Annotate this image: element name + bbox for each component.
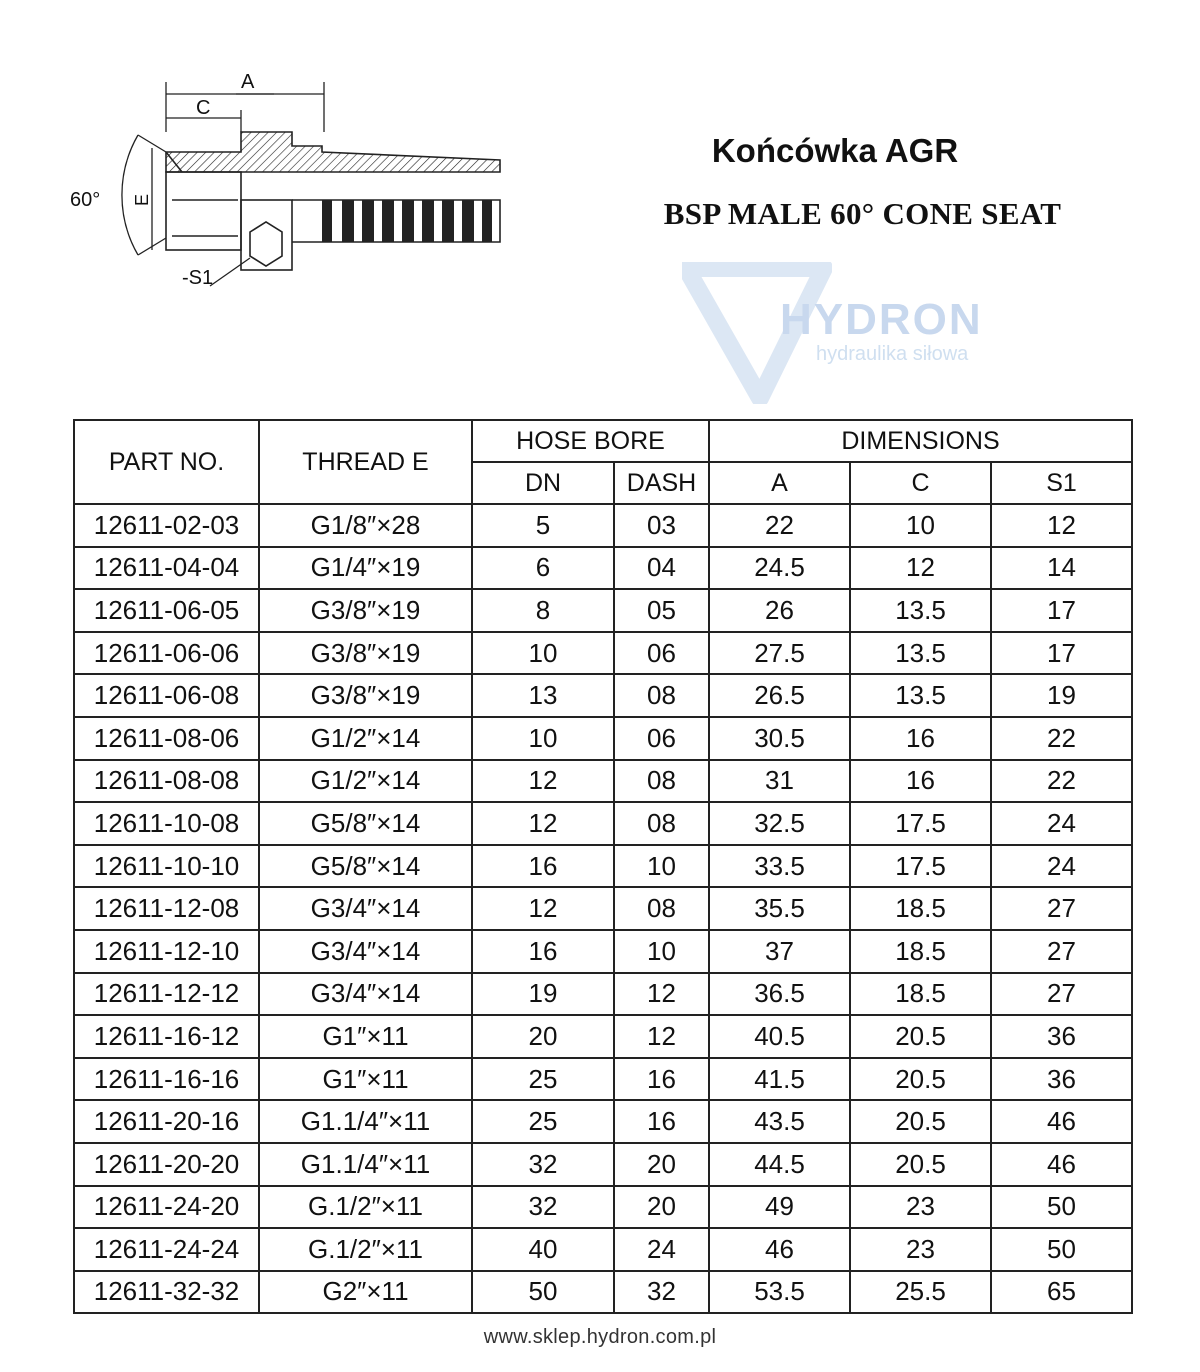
c-cell: 16 [850,717,991,760]
thread-cell: G3/8″×19 [259,589,472,632]
dn-cell: 16 [472,845,614,888]
dash-cell: 12 [614,1015,709,1058]
s1-cell: 65 [991,1271,1132,1314]
a-cell: 49 [709,1186,850,1229]
page-subtitle: BSP MALE 60° CONE SEAT [663,196,1062,231]
thread-cell: G3/4″×14 [259,887,472,930]
dash-cell: 08 [614,802,709,845]
c-cell: 23 [850,1186,991,1229]
table-row [74,973,1132,1016]
dn-cell: 12 [472,887,614,930]
thread-cell: G2″×11 [259,1271,472,1314]
c-cell: 20.5 [850,1015,991,1058]
a-cell: 35.5 [709,887,850,930]
dn-cell: 32 [472,1143,614,1186]
part-no-cell: 12611-08-08 [74,760,259,803]
dash-cell: 08 [614,674,709,717]
part-no-cell: 12611-20-20 [74,1143,259,1186]
c-cell: 20.5 [850,1143,991,1186]
a-cell: 32.5 [709,802,850,845]
table-row [74,1143,1132,1186]
hydron-watermark [682,262,1022,404]
part-no-cell: 12611-10-10 [74,845,259,888]
c-cell: 18.5 [850,930,991,973]
s1-cell: 46 [991,1143,1132,1186]
thread-cell: G1/2″×14 [259,760,472,803]
footer-url: www.sklep.hydron.com.pl [483,1326,717,1348]
a-cell: 40.5 [709,1015,850,1058]
dn-cell: 16 [472,930,614,973]
c-cell: 17.5 [850,845,991,888]
thread-cell: G1/4″×19 [259,547,472,590]
a-cell: 53.5 [709,1271,850,1314]
part-no-cell: 12611-02-03 [74,504,259,547]
dn-cell: 25 [472,1058,614,1101]
table-row [74,760,1132,803]
c-cell: 18.5 [850,973,991,1016]
table-row [74,1186,1132,1229]
dash-cell: 03 [614,504,709,547]
a-cell: 22 [709,504,850,547]
c-cell: 10 [850,504,991,547]
s1-cell: 36 [991,1015,1132,1058]
c-cell: 20.5 [850,1058,991,1101]
table-row [74,504,1132,547]
thread-cell: G1/2″×14 [259,717,472,760]
dash-cell: 16 [614,1100,709,1143]
a-cell: 31 [709,760,850,803]
s1-cell: 17 [991,632,1132,675]
dash-cell: 06 [614,632,709,675]
thread-cell: G3/8″×19 [259,674,472,717]
part-no-cell: 12611-06-05 [74,589,259,632]
dash-cell: 08 [614,760,709,803]
c-cell: 17.5 [850,802,991,845]
dash-cell: 06 [614,717,709,760]
c-cell: 20.5 [850,1100,991,1143]
a-cell: 26 [709,589,850,632]
a-cell: 30.5 [709,717,850,760]
fitting-drawing [60,60,540,310]
watermark-tagline: hydraulika siłowa [816,343,969,365]
s1-cell: 19 [991,674,1132,717]
dash-cell: 16 [614,1058,709,1101]
angle-label: 60° [70,189,101,211]
dash-cell: 08 [614,887,709,930]
a-cell: 26.5 [709,674,850,717]
header-s1: S1 [991,462,1132,504]
table-row [74,632,1132,675]
c-cell: 18.5 [850,887,991,930]
dn-cell: 19 [472,973,614,1016]
dash-cell: 10 [614,845,709,888]
dn-cell: 5 [472,504,614,547]
thread-cell: G1/8″×28 [259,504,472,547]
header-dn: DN [472,462,614,504]
dn-cell: 40 [472,1228,614,1271]
table-row [74,589,1132,632]
header-hose-bore: HOSE BORE [472,420,709,462]
table-row [74,547,1132,590]
a-cell: 44.5 [709,1143,850,1186]
page-title: Końcówka AGR [711,132,959,169]
s1-cell: 22 [991,760,1132,803]
dn-cell: 12 [472,760,614,803]
part-no-cell: 12611-12-08 [74,887,259,930]
thread-cell: G1″×11 [259,1015,472,1058]
thread-cell: G1.1/4″×11 [259,1143,472,1186]
thread-cell: G1.1/4″×11 [259,1100,472,1143]
a-cell: 46 [709,1228,850,1271]
thread-cell: G3/4″×14 [259,930,472,973]
table-row [74,845,1132,888]
thread-cell: G3/8″×19 [259,632,472,675]
part-no-cell: 12611-06-06 [74,632,259,675]
s1-cell: 27 [991,887,1132,930]
thread-cell: G5/8″×14 [259,802,472,845]
table-row [74,1228,1132,1271]
thread-cell: G3/4″×14 [259,973,472,1016]
dn-cell: 12 [472,802,614,845]
thread-cell: G.1/2″×11 [259,1186,472,1229]
header-dash: DASH [614,462,709,504]
s1-cell: 24 [991,845,1132,888]
part-no-cell: 12611-16-16 [74,1058,259,1101]
s1-cell: 12 [991,504,1132,547]
table-row [74,674,1132,717]
part-no-cell: 12611-06-08 [74,674,259,717]
s1-cell: 22 [991,717,1132,760]
dn-cell: 10 [472,717,614,760]
table-row [74,1015,1132,1058]
dash-cell: 32 [614,1271,709,1314]
c-cell: 16 [850,760,991,803]
table-row [74,1058,1132,1101]
header-dimensions: DIMENSIONS [709,420,1132,462]
a-cell: 33.5 [709,845,850,888]
dim-label-e: E [132,193,152,206]
part-no-cell: 12611-16-12 [74,1015,259,1058]
spec-table [73,419,1133,1314]
thread-cell: G1″×11 [259,1058,472,1101]
part-no-cell: 12611-24-20 [74,1186,259,1229]
table-row [74,887,1132,930]
dn-cell: 10 [472,632,614,675]
s1-cell: 50 [991,1228,1132,1271]
c-cell: 13.5 [850,632,991,675]
dim-label-c: C [196,97,211,119]
a-cell: 43.5 [709,1100,850,1143]
dash-cell: 20 [614,1143,709,1186]
part-no-cell: 12611-08-06 [74,717,259,760]
table-row [74,1271,1132,1314]
dn-cell: 6 [472,547,614,590]
dn-cell: 32 [472,1186,614,1229]
a-cell: 37 [709,930,850,973]
a-cell: 24.5 [709,547,850,590]
thread-cell: G.1/2″×11 [259,1228,472,1271]
s1-cell: 24 [991,802,1132,845]
thread-cell: G5/8″×14 [259,845,472,888]
table-row [74,717,1132,760]
dn-cell: 8 [472,589,614,632]
dim-label-s1: -S1 [182,267,214,289]
header-part-no: PART NO. [74,420,259,504]
c-cell: 23 [850,1228,991,1271]
header-a: A [709,462,850,504]
header-thread: THREAD E [259,420,472,504]
s1-cell: 27 [991,973,1132,1016]
table-row [74,802,1132,845]
c-cell: 25.5 [850,1271,991,1314]
s1-cell: 36 [991,1058,1132,1101]
dash-cell: 24 [614,1228,709,1271]
a-cell: 27.5 [709,632,850,675]
dn-cell: 20 [472,1015,614,1058]
table-row [74,930,1132,973]
a-cell: 41.5 [709,1058,850,1101]
watermark-brand: HYDRON [780,295,983,344]
s1-cell: 46 [991,1100,1132,1143]
dn-cell: 13 [472,674,614,717]
part-no-cell: 12611-12-12 [74,973,259,1016]
table-row [74,1100,1132,1143]
dn-cell: 25 [472,1100,614,1143]
dash-cell: 10 [614,930,709,973]
s1-cell: 17 [991,589,1132,632]
c-cell: 13.5 [850,674,991,717]
part-no-cell: 12611-32-32 [74,1271,259,1314]
dash-cell: 04 [614,547,709,590]
part-no-cell: 12611-24-24 [74,1228,259,1271]
spec-table-body [74,504,1132,1313]
part-no-cell: 12611-12-10 [74,930,259,973]
part-no-cell: 12611-10-08 [74,802,259,845]
c-cell: 13.5 [850,589,991,632]
dn-cell: 50 [472,1271,614,1314]
c-cell: 12 [850,547,991,590]
part-no-cell: 12611-20-16 [74,1100,259,1143]
a-cell: 36.5 [709,973,850,1016]
dash-cell: 12 [614,973,709,1016]
part-no-cell: 12611-04-04 [74,547,259,590]
dash-cell: 20 [614,1186,709,1229]
dim-label-a: A [241,71,255,93]
s1-cell: 14 [991,547,1132,590]
s1-cell: 50 [991,1186,1132,1229]
dash-cell: 05 [614,589,709,632]
s1-cell: 27 [991,930,1132,973]
header-c: C [850,462,991,504]
